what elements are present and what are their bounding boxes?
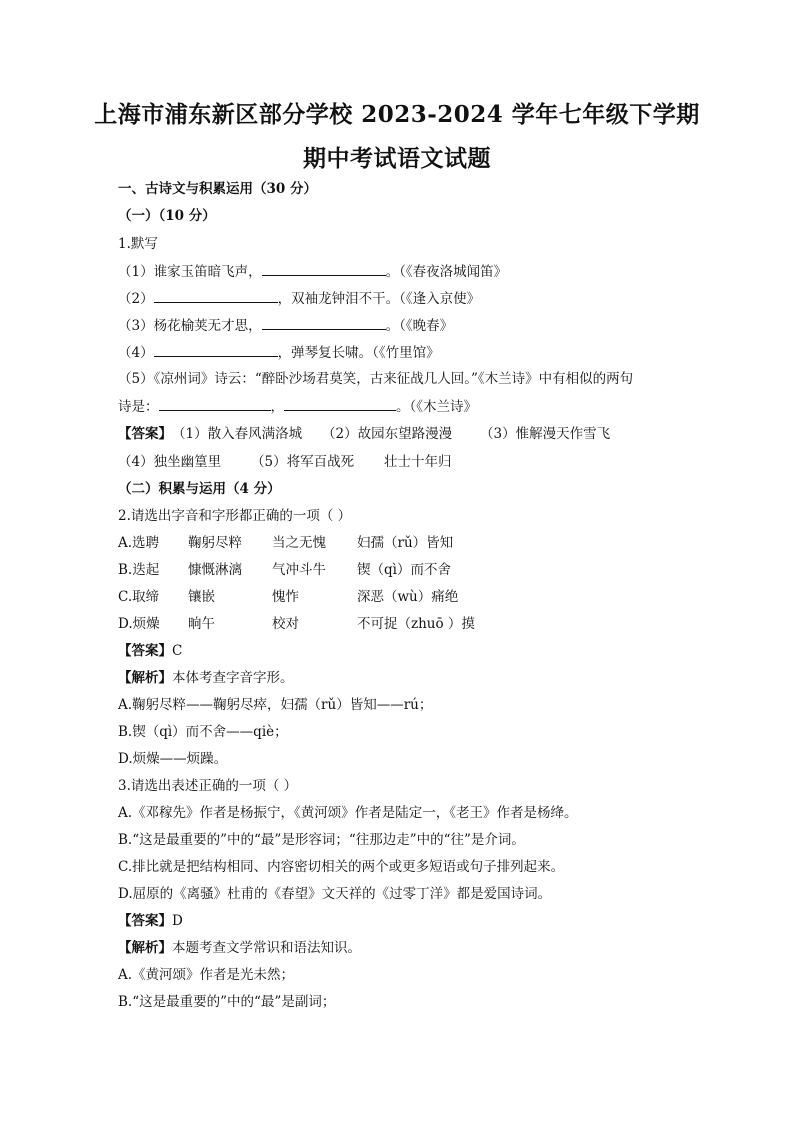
- q3-answer: 【答案】D: [118, 913, 183, 929]
- question-1-label: 1.默写: [118, 236, 158, 252]
- answer-blank: [159, 397, 271, 411]
- subsection-heading-1: （一）（10 分）: [118, 208, 216, 224]
- q2-stem: 2.请选出字音和字形都正确的一项（ ）: [118, 508, 352, 524]
- q3-option-c: C.排比就是把结构相同、内容密切相关的两个或更多短语或句子排列起来。: [118, 859, 565, 875]
- q1-item-1: （1）谁家玉笛暗飞声， 。（《春夜洛城闻笛》: [118, 264, 508, 280]
- q1-item-2: （2） ，双袖龙钟泪不干。（《逢入京使》: [118, 291, 481, 307]
- q1-item-5-line-2: 诗是： ， 。（《木兰诗》: [118, 399, 477, 415]
- q1-answer-line-1: 【答案】（1）散入春风满洛城 （2）故园东望路漫漫 （3）惟解漫天作雪飞: [118, 426, 611, 442]
- q2-option-d: D.烦燥 晌午 校对 不可捉（zhuō ）摸: [118, 616, 475, 632]
- title-line-1: 上海市浦东新区部分学校 2023-2024 学年七年级下学期: [94, 101, 700, 128]
- q2-analysis: 【解析】本体考查字音字形。: [118, 670, 294, 686]
- q3-option-d: D.屈原的《离骚》杜甫的《春望》文天祥的《过零丁洋》都是爱国诗词。: [118, 886, 552, 902]
- q3-option-b: B.“这是最重要的”中的“最”是形容词；“往那边走”中的“往”是介词。: [118, 832, 525, 848]
- q3-option-a: A.《邓稼先》作者是杨振宁，《黄河颂》作者是陆定一，《老王》作者是杨绛。: [118, 805, 578, 821]
- q1-item-3: （3）杨花榆荚无才思， 。（《晚春》: [118, 318, 454, 334]
- subsection-heading-2: （二）积累与运用（4 分）: [118, 481, 281, 497]
- q2-answer: 【答案】C: [118, 643, 183, 659]
- q2-option-a: A.选聘 鞠躬尽粹 当之无愧 妇孺（rǔ）皆知: [118, 535, 454, 551]
- answer-blank: [284, 397, 396, 411]
- q3-note-1: A.《黄河颂》作者是光未然；: [118, 967, 295, 983]
- q1-item-5-line-1: （5）《凉州词》诗云：“醉卧沙场君莫笑，古来征战几人回。”《木兰诗》中有相似的两句: [118, 371, 634, 387]
- q2-note-3: D.烦燥——烦躁。: [118, 751, 228, 767]
- title-line-2: 期中考试语文试题: [303, 145, 491, 172]
- q2-option-c: C.取缔 镶嵌 愧怍 深恶（wù）痛绝: [118, 589, 459, 605]
- answer-blank: [154, 343, 278, 357]
- q2-note-2: B.锲（qì）而不舍——qiè；: [118, 724, 288, 740]
- q1-answer-line-2: （4）独坐幽篁里 （5）将军百战死 壮士十年归: [118, 454, 452, 470]
- answer-blank: [262, 262, 386, 276]
- answer-blank: [262, 316, 386, 330]
- q3-stem: 3.请选出表述正确的一项（ ）: [118, 778, 298, 794]
- q2-option-b: B.迭起 慷慨淋漓 气冲斗牛 锲（qì）而不舍: [118, 562, 451, 578]
- answer-blank: [154, 289, 278, 303]
- q2-note-1: A.鞠躬尽粹——鞠躬尽瘁，妇孺（rǔ）皆知——rú；: [118, 697, 433, 713]
- q3-analysis: 【解析】本题考查文学常识和语法知识。: [118, 940, 361, 956]
- q1-item-4: （4） ，弹琴复长啸。（《竹里馆》: [118, 345, 440, 361]
- q3-note-2: B.“这是最重要的”中的“最”是副词；: [118, 994, 336, 1010]
- section-heading: 一、古诗文与积累运用（30 分）: [118, 181, 317, 197]
